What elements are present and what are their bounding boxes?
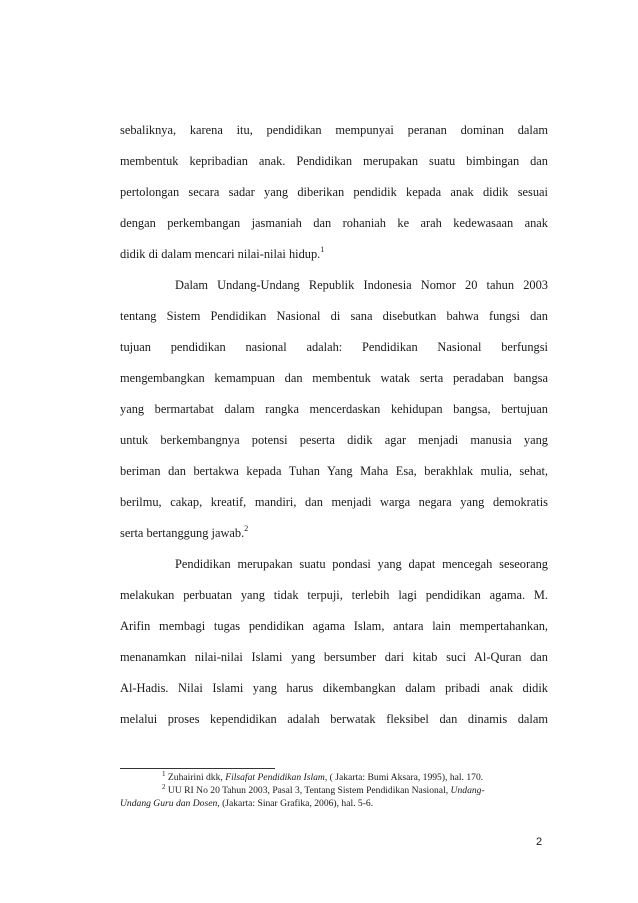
footnote-reference[interactable]: 1 bbox=[320, 245, 325, 254]
text-line bbox=[120, 239, 548, 270]
text-line: melalui proses kependidikan adalah berwatak fleksibel dan dinamis dalam bbox=[120, 712, 548, 726]
text-line: Pendidikan merupakan suatu pondasi yang dapat mencegah seseorang bbox=[175, 557, 548, 571]
footnote-number: 2 bbox=[162, 783, 166, 791]
text-line: Dalam Undang-Undang Republik Indonesia Nomor 20 tahun 2003 bbox=[175, 278, 548, 292]
text-line: berilmu, cakap, kreatif, mandiri, dan menjadi warga negara yang demokratis bbox=[120, 495, 548, 509]
text-line: Al-Hadis. Nilai Islami yang harus dikembangkan dalam pribadi anak didik bbox=[120, 681, 548, 695]
text-line: membentuk kepribadian anak. Pendidikan merupakan suatu bimbingan dan bbox=[120, 154, 548, 168]
text-line: untuk berkembangnya potensi peserta didik agar menjadi manusia yang bbox=[120, 433, 548, 447]
paragraph bbox=[120, 549, 548, 735]
footnote-reference[interactable]: 2 bbox=[244, 524, 249, 533]
text-line: dengan perkembangan jasmaniah dan rohaniah ke arah kedewasaan anak bbox=[120, 216, 548, 230]
text-line: melakukan perbuatan yang tidak terpuji, terlebih lagi pendidikan agama. M. bbox=[120, 588, 548, 602]
footnote-1 bbox=[120, 771, 548, 784]
footnote-text: , ( Jakarta: Bumi Aksara, 1995), hal. 170. bbox=[324, 772, 484, 783]
footnote-divider bbox=[120, 768, 275, 769]
paragraph bbox=[120, 270, 548, 549]
footnote-title: Undang Guru dan Dosen, bbox=[120, 798, 220, 809]
text-line: menanamkan nilai-nilai Islami yang bersumber dari kitab suci Al-Quran dan bbox=[120, 650, 548, 664]
text-line: Arifin membagi tugas pendidikan agama Islam, antara lain mempertahankan, bbox=[120, 619, 548, 633]
footnote-2-continued bbox=[120, 797, 548, 810]
text-span: didik di dalam mencari nilai-nilai hidup. bbox=[120, 247, 321, 261]
text-line: tujuan pendidikan nasional adalah: Pendidikan Nasional berfungsi bbox=[120, 340, 548, 354]
footnote-2 bbox=[120, 784, 548, 797]
footnote-text: Zuhairini dkk, bbox=[167, 772, 226, 783]
text-line: tentang Sistem Pendidikan Nasional di sana disebutkan bahwa fungsi dan bbox=[120, 309, 548, 323]
text-line: mengembangkan kemampuan dan membentuk watak serta peradaban bangsa bbox=[120, 371, 548, 385]
footnote-title: Undang- bbox=[450, 785, 485, 796]
body-text bbox=[120, 115, 548, 735]
text-line: pertolongan secara sadar yang diberikan pendidik kepada anak didik sesuai bbox=[120, 185, 548, 199]
text-span: serta bertanggung jawab. bbox=[120, 526, 245, 540]
text-line bbox=[120, 518, 548, 549]
footnotes bbox=[120, 771, 548, 810]
page-number: 2 bbox=[536, 836, 543, 848]
footnote-text: (Jakarta: Sinar Grafika, 2006), hal. 5-6. bbox=[219, 798, 374, 809]
footnote-title: Filsafat Pendidikan Islam bbox=[225, 772, 325, 783]
text-line: sebaliknya, karena itu, pendidikan mempunyai peranan dominan dalam bbox=[120, 123, 548, 137]
text-line: beriman dan bertakwa kepada Tuhan Yang Maha Esa, berakhlak mulia, sehat, bbox=[120, 464, 548, 478]
paragraph bbox=[120, 115, 548, 270]
footnote-number: 1 bbox=[162, 770, 166, 778]
footnote-text: UU RI No 20 Tahun 2003, Pasal 3, Tentang Sistem Pendidikan Nasional, bbox=[167, 785, 451, 796]
text-line: yang bermartabat dalam rangka mencerdaskan kehidupan bangsa, bertujuan bbox=[120, 402, 548, 416]
